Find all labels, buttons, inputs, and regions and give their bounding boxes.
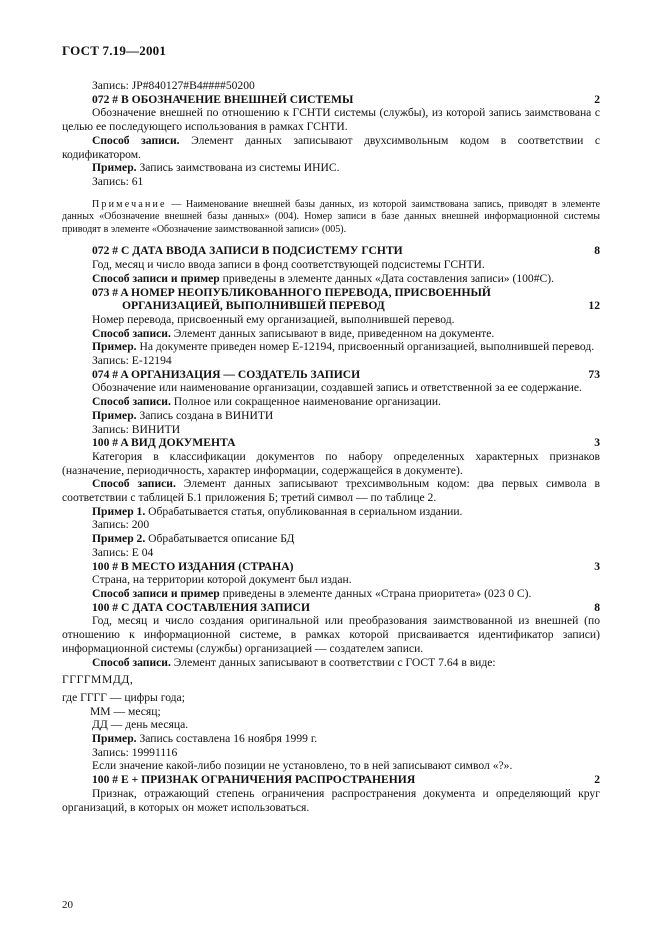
note: Примечание — Наименование внешней базы данных, из которой заимствована запись, приводят в элементе данных «Обозначение внешней базы данных» (004). Номер записи в базе данных внешней информационной системы приводят в элементе «Обозначение заимствованной записи» (005). [62,198,601,235]
paragraph: Способ записи. Элемент данных записывают трехсимвольным кодом: два первых символа в соответствии с таблицей Б.1 приложения Б; третий символ — по таблице 2. [62,477,600,505]
paragraph: Обозначение внешней по отношению к ГСНТИ системы (службы), из которой запись заимствована с целью ее последующего использования в рамках ГСНТИ. [62,106,600,134]
paragraph: Страна, на территории которой документ был издан. [92,573,352,587]
paragraph: Признак, отражающий степень ограничения распространения документа и определяющий круг организаций, в которых он может использоваться. [62,786,600,814]
record-example: Запись: 19991116 [92,745,178,759]
paragraph: Пример. Запись заимствована из системы ИНИС. [92,161,340,175]
paragraph: Пример 1. Обрабатывается статья, опубликованная в сериальном издании. [92,504,463,518]
element-heading: 100 # E + ПРИЗНАК ОГРАНИЧЕНИЯ РАСПРОСТРАНЕНИЯ 2 [92,773,600,787]
paragraph: Способ записи. Полное или сокращенное наименование организации. [92,395,441,409]
paragraph: Пример. Запись составлена 16 ноября 1999 г. [92,732,318,746]
paragraph: Год, месяц и число ввода записи в фонд соответствующей подсистемы ГСНТИ. [92,258,485,272]
paragraph: Номер перевода, присвоенный ему организацией, выполнившей перевод. [92,312,455,326]
element-heading: 073 # A НОМЕР НЕОПУБЛИКОВАННОГО ПЕРЕВОДА, ПРИСВОЕННЫЙ ОРГАНИЗАЦИЕЙ, ВЫПОЛНИВШЕЙ ПЕРЕВОД 12 [92,285,600,313]
record-example: Запись: Е-12194 [92,354,172,368]
paragraph: Если значение какой-либо позиции не установлено, то в ней записывают символ «?». [92,759,513,773]
label: Пример. [92,161,137,175]
legend-line: ДД — день месяца. [92,718,189,732]
label: Способ записи. [92,133,180,147]
record-example: Запись: JP#840127#B4####50200 [92,79,255,92]
paragraph: Пример. Запись создана в ВИНИТИ [92,408,274,422]
record-example: Запись: ВИНИТИ [92,422,181,436]
note-label: Примечание [92,198,167,210]
legend-line: где ГГГГ — цифры года; [62,690,185,704]
paragraph: Способ записи. Элемент данных записывают двухсимвольным кодом в соответствии с кодификатором. [62,133,601,161]
element-heading: 100 # C ДАТА СОСТАВЛЕНИЯ ЗАПИСИ 8 [92,600,600,614]
paragraph: Пример. На документе приведен номер Е-12194, присвоенный организацией, выполнившей перевод. [92,340,595,354]
paragraph: Способ записи и пример приведены в элементе данных «Дата составления записи» (100#C). [92,271,555,285]
element-heading: 074 # A ОРГАНИЗАЦИЯ — СОЗДАТЕЛЬ ЗАПИСИ 73 [92,367,600,381]
paragraph: Обозначение или наименование организации, создавшей запись и ответственной за ее содержание. [92,381,582,395]
paragraph: Год, месяц и число создания оригинальной или преобразования заимствованной из внешней (по отношению к информационной системе, в рамках которой присваивается идентификатор записи) информационной системы (службы) организацией — создателем записи. [62,614,600,655]
record-example: Запись: 200 [92,518,150,532]
paragraph: Способ записи. Элемент данных записывают в виде, приведенном на документе. [92,326,495,340]
element-heading: 100 # B МЕСТО ИЗДАНИЯ (СТРАНА) 3 [92,559,600,573]
paragraph: Способ записи. Элемент данных записывают в соответствии с ГОСТ 7.64 в виде: [92,655,496,669]
element-heading [62,93,600,107]
paragraph: Пример 2. Обрабатывается описание БД [92,532,295,546]
document-header: ГОСТ 7.19—2001 [62,43,167,58]
record-example: Запись: Е 04 [92,545,154,559]
heading-number: 2 [594,92,600,106]
element-heading: 072 # C ДАТА ВВОДА ЗАПИСИ В ПОДСИСТЕМУ ГСНТИ 8 [92,244,600,258]
paragraph: Категория в классификации документов по набору определенных характерных признаков (назначение, периодичность, характер информации, содержащейся в документе). [62,449,600,477]
format-formula: ГГГГММДД, [62,673,134,687]
paragraph: Способ записи и пример приведены в элементе данных «Страна приоритета» (023 0 C). [92,586,532,600]
legend-line: ММ — месяц; [90,704,161,718]
element-heading: 100 # A ВИД ДОКУМЕНТА 3 [92,436,600,450]
page-number: 20 [62,899,73,911]
heading-title: 072 # B ОБОЗНАЧЕНИЕ ВНЕШНЕЙ СИСТЕМЫ [92,92,354,106]
document-body [62,79,600,814]
record-example: Запись: 61 [92,174,144,188]
